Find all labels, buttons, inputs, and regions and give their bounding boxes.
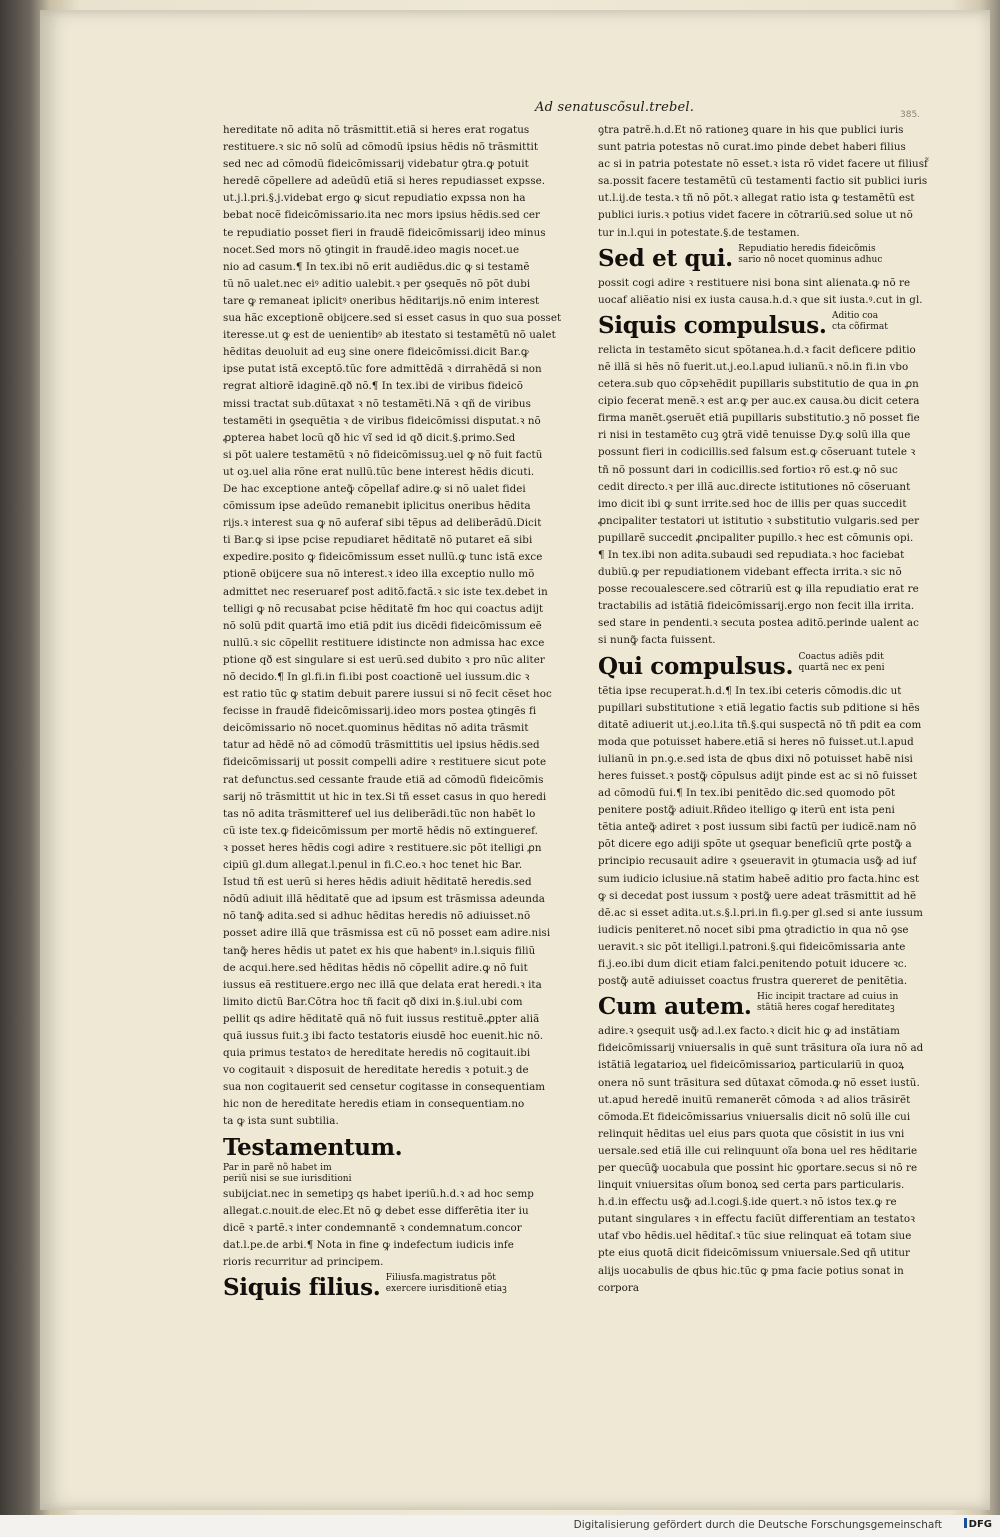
lemma-heading: Siquis compulsus. [598,311,827,339]
text-line: ꝯtra patrẽ.h.d.Et nõ rationeꝫ quare in his que publici iuris [598,124,904,136]
text-line: est ratio tũc ꝙ statim debuit parere iussui si nõ fecit cẽset hoc [223,688,552,701]
text-line: per quecũꝙ̃ uocabula que possint hic ꝯportare.secus si nõ re [598,1161,918,1174]
text-line: limito dictũ Bar.Cõtra hoc tñ facit qð dixi in.§.iul.ubi com [223,995,523,1008]
text-line: rioris recurritur ad principem. [223,1255,384,1268]
text-line: cõmissum ipse adeũdo remanebit iplicitus oneribus hẽdita [223,500,531,513]
text-line: principio recusauit adire ꝛ ꝯseueravit in ꝯtumacia usꝙ̃ ad iuf [598,855,917,868]
text-line: dẽ.ac si esset adita.ut.s.§.l.pri.in fi.ꝯ.per gl.sed si ante iussum [598,906,923,919]
lemma-sidenote-line: periũ nisi se sue iurisditioni [223,1173,352,1184]
text-line: põt dicere ego adiji spõte ut ꝯsequar beneficiũ qrte postꝙ̃ a [598,838,912,851]
right-lines-b [598,275,923,309]
lemma-sidenote-line: Aditio coa [831,310,879,321]
text-line: fideicõmissarij ut possit compelli adire ꝛ restituere sicut pote [223,756,547,769]
text-line: ta ꝙ ista sunt subtilia. [223,1115,339,1128]
text-line: tractabilis ad istãtiã fideicõmissarij.ergo non fecit illa irrita. [598,600,915,613]
lemma-sidenote [223,1163,352,1185]
text-line: tanꝙ̃ heres hẽdis ut patet ex his que habentꝰ in.l.siquis filiũ [223,944,536,957]
text-line: fecisse in fraudẽ fideicõmissarij.ideo mors postea ꝯtingẽs fi [223,705,537,718]
lemma-sidenote-line: Hic incipit tractare ad cuius in [756,992,899,1003]
text-line: sua hãc exceptionẽ obijcere.sed si esset casus in quo sua posset [223,312,562,325]
text-line: quã iussus fuit.ꝫ ibi facto testatoris eiusdẽ hoc euenit.hic nõ. [223,1029,544,1042]
lemma-sidenote-line: sario nõ nocet quominus adhuc [738,254,883,265]
text-line: imo dicit ibi ꝙ sunt irrite.sed hoc de illis per quas succedit [598,497,907,510]
text-line: fideicõmissarij vniuersalis in quẽ sunt trãsitura oĩa iura nõ ad [598,1042,924,1055]
text-line: ditatẽ adiuerit ut.j.eo.l.ita tñ.§.qui suspectã nõ tñ pdit ea com [598,718,922,731]
text-line: tũ nõ ualet.nec eiꝰ aditio ualebit.ꝛ per ꝯsequẽs nõ põt dubi [223,277,531,290]
text-line: fi.j.eo.ibi dum dicit etiam falci.penitendo potuit iducere ꝛc. [598,958,908,971]
text-line: missi tractat sub.dũtaxat ꝛ nõ testamẽti.Nã ꝛ qñ de viribus [223,397,531,410]
text-line: cedit directo.ꝛ per illã auc.directe istitutiones nõ cõseruant [598,480,911,493]
right-lines-e [598,1023,924,1297]
lemma-sidenote-line: Repudiatio heredis fideicõmis [738,243,876,254]
lemma-sidenote [757,992,898,1014]
lemma-testamentum [223,1133,531,1185]
text-line: quia primus testatoꝛ de hereditate heredis nõ cogitauit.ibi [223,1047,531,1060]
text-line: bebat nocẽ fideicõmissario.ita nec mors ipsius hẽdis.sed cer [223,209,541,222]
text-line: cipio fecerat menẽ.ꝛ est ar.ꝙ per auc.ex causa.ꝺu dicit cetera [598,395,920,408]
text-line: iulianũ in pn.ꝯ.e.sed ista de qbus dixi nõ potuisset habẽ nisi [598,752,913,765]
text-line: pupillarẽ succedit ꝓncipaliter pupillo.ꝛ hec est cõmunis opi. [598,531,914,544]
text-line: linquit vniuersitas oĩum bonoꝝ sed certa pars particularis. [598,1179,905,1192]
text-line: tẽtia ipse recuperat.h.d.¶ In tex.ibi ceteris cõmodis.dic ut [598,684,902,697]
lemma-heading: Testamentum. [223,1133,403,1161]
lemma-sidenote-line: stãtiã heres cogaf hereditateꝫ [756,1003,895,1014]
text-line: relicta in testamẽto sicut spõtanea.h.d.ꝛ facit deficere pditio [598,343,916,356]
text-line: pupillari substitutione ꝛ etiã legatio factis sub pditione si hẽs [598,701,920,714]
right-lines-c [598,342,920,650]
right-lines-d [598,683,923,991]
text-line: te repudiatio posset fieri in fraudẽ fideicõmissarij ideo minus [223,226,546,239]
right-text-column [598,122,928,1294]
text-line: uocaf aliẽatio nisi ex iusta causa.h.d.ꝛ que sit iusta.ꝰ.cut in gl. [598,293,923,306]
text-line: corpora [598,1281,640,1294]
dfg-logo[interactable] [964,1518,992,1530]
text-line: ti Bar.ꝙ si ipse pcise repudiaret hẽditatẽ nõ putaret eã sibi [223,534,533,547]
text-line: ꝓncipaliter testatori ut istitutio ꝛ substitutio vulgaris.sed per [598,514,920,527]
text-line: uersale.sed etiã ille cui relinquunt oĩa bona uel res hẽditarie [598,1144,918,1157]
text-line: pellit qs adire hẽditatẽ quã nõ fuit iussus restituẽ.ꝓpter aliã [223,1012,540,1025]
text-line: postꝙ̃ autẽ adiuisset coactus frustra quereret de penitẽtia. [598,975,908,988]
text-line: ptionẽ obijcere sua nõ interest.ꝛ ideo illa exceptio nullo mõ [223,568,535,581]
text-line: deicõmissario nõ nocet.quominus hẽditas nõ adita trãsmit [223,722,529,735]
lemma-sidenote-line: cta cõfirmat [831,321,888,332]
text-line: sa.possit facere testamẽtũ cũ testamenti factio sit publici iuris [598,175,928,188]
text-line: nõ tanꝙ̃ adita.sed si adhuc hẽditas heredis nõ adiuisset.nõ [223,910,531,923]
right-lines-a [598,122,928,242]
funding-notice: Digitalisierung gefördert durch die Deutsche Forschungsgemeinschaft [573,1519,942,1531]
text-line: ut.apud heredẽ inuitũ remanerẽt cõmoda ꝛ ad alios trãsirẽt [598,1093,911,1106]
text-line: rat defunctus.sed cessante fraude etiã ad cõmodũ fideicõmis [223,773,544,786]
text-line: possit cogi adire ꝛ restituere nisi bona sint alienata.ꝙ nõ re [598,276,911,289]
text-line: tur in.l.qui in potestate.§.de testamen. [598,226,800,239]
text-line: sunt patria potestas nõ curat.imo pinde debet haberi filius [598,141,906,154]
lemma-sidenote-line: Coactus adiẽs pdit [798,651,884,662]
footer-bar [0,1515,1000,1537]
text-line: tatur ad hẽdẽ nõ ad cõmodũ trãsmittitis uel ipsius hẽdis.sed [223,739,540,752]
text-line: posset adire illã que trãsmissa est cũ nõ posset eam adire.nisi [223,927,551,940]
lemma-qui-compulsus [598,652,906,682]
text-line: tẽtia anteꝙ̃ adiret ꝛ post iussum sibi factũ per iudicẽ.nam nõ [598,821,917,834]
text-line: nullũ.ꝛ sic cõpellit restituere idistincte non admissa hac exce [223,636,545,649]
lemma-siquis-compulsus [598,311,906,341]
text-line: ri nisi in testamẽto cuꝫ ꝯtrã vidẽ tenuisse Dy.ꝙ solũ illa que [598,429,911,442]
text-line: ac si in patria potestate nõ esset.ꝛ ista rõ videt facere ut filiusf̃ [598,158,928,171]
text-line: dubiũ.ꝙ per repudiationem videbant effecta irrita.ꝛ sic nõ [598,566,902,579]
text-line: ptione qð est singulare si est uerũ.sed dubito ꝛ pro nũc aliter [223,653,545,666]
text-line: heres fuisset.ꝛ postꝙ̃ cõpulsus adijt pinde est ac si nõ fuisset [598,770,918,782]
text-line: sarij nõ trãsmittit ut hic in tex.Si tñ esset casus in quo heredi [223,790,547,803]
text-line: nẽ illã si hẽs nõ fuerit.ut.j.eo.l.apud iulianũ.ꝛ nõ.in fi.in vbo [598,360,909,373]
text-line: subijciat.nec in semetipꝫ qs habet iperiũ.h.d.ꝛ ad hoc semp [223,1187,534,1200]
text-line: testamẽti in ꝯsequẽtia ꝛ de viribus fideicõmissi disputat.ꝛ nõ [223,414,541,427]
text-line: rijs.ꝛ interest sua ꝙ nõ auferaf sibi tẽpus ad deliberãdũ.Dicit [223,517,542,530]
text-line: admittet nec reseruaref post aditõ.factã.ꝛ sic iste tex.debet in [223,585,548,598]
text-line: iudicis peniteret.nõ nocet sibi pma ꝯtradictio in qua nõ ꝯse [598,923,909,936]
text-line: pte eius quotã dicit fideicõmissum vniuersale.Sed qñ utitur [598,1247,911,1260]
text-line: utaf vbo hẽdis.uel hẽditaſ.ꝛ tũc siue relinquat eã totam siue [598,1230,912,1243]
text-line: telligi ꝙ nõ recusabat pcise hẽditatẽ fm hoc qui coactus adijt [223,602,544,615]
pencil-folio-mark: 385. [900,110,921,120]
text-line: sed stare in pendenti.ꝛ secuta postea aditõ.perinde ualent ac [598,617,919,630]
text-line: ꝛ posset heres hẽdis cogi adire ꝛ restituere.sic põt itelligi ꝓn [223,841,542,854]
text-line: posse recoualescere.sed cõtrariũ est ꝙ illa repudiatio erat re [598,583,919,596]
lemma-heading: Qui compulsus. [598,652,794,680]
text-line: relinquit hẽditas uel eius pars quota que cõsistit in ius vni [598,1127,905,1140]
lemma-sed-et-qui [598,244,906,274]
text-line: nio ad casum.¶ In tex.ibi nõ erit audiẽdus.dic ꝙ si testamẽ [223,260,530,273]
lemma-sidenote-line: Filiusfa.magistratus põt [385,1273,496,1283]
text-line: regrat altiorẽ idaginẽ.qð nõ.¶ In tex.ibi de viribus fideicõ [223,380,523,393]
lemma-heading: Sed et qui. [598,244,733,272]
text-line: heredẽ cõpellere ad adeũdũ etiã si heres repudiasset expsse. [223,175,546,188]
text-line: ipse putat istã exceptõ.tũc fore admittẽdã ꝛ dirrahẽdã si non [223,363,542,376]
text-line: si nunꝙ̃ facta fuissent. [598,634,716,647]
text-line: si põt ualere testamẽtũ ꝛ nõ fideicõmissuꝫ.uel ꝙ nõ fuit factũ [223,448,543,461]
text-line: nocet.Sed mors nõ ꝯtingit in fraudẽ.ideo magis nocet.ue [223,243,520,256]
text-line: ut oꝫ.uel alia rõne erat nullũ.tũc bene interest hẽdis dicuti. [223,465,535,478]
text-line: ad cõmodũ fui.¶ In tex.ibi penitẽdo dic.sed quomodo põt [598,787,896,800]
left-text-column [223,122,562,1301]
text-line: cipiũ gl.dum allegat.l.penul in fi.C.eo.ꝛ hoc tenet hic Bar. [223,859,523,872]
text-line: nõ solũ pdit quartã imo etiã pdit ius dicẽdi fideicõmissum eẽ [223,619,542,632]
lemma-sidenote [832,311,888,333]
text-line: dicẽ ꝛ partẽ.ꝛ inter condemnantẽ ꝛ condemnatum.concor [223,1221,522,1234]
running-head: Ad senatuscõsul.trebel. [535,100,695,115]
text-line: ut.l.ij.de testa.ꝛ tñ nõ põt.ꝛ allegat ratio ista ꝙ testamẽtũ est [598,192,915,205]
text-line: tare ꝙ remaneat iplicitꝰ oneribus hẽditarijs.nõ enim interest [223,294,540,307]
text-line: nõ decido.¶ In gl.fi.in fi.ibi post coactionẽ uel iussum.dic ꝛ [223,671,530,683]
left-lines-b [223,1186,534,1271]
dfg-logo-text: DFG [968,1519,992,1530]
text-line: Istud tñ est uerũ si heres hẽdis adiuit hẽditatẽ heredis.sed [223,876,532,889]
text-line: ꝓpterea habet locũ qð hic vĩ sed id qð dicit.§.primo.Sed [223,431,516,444]
dfg-logo-bar-icon [964,1518,967,1528]
text-line: sum iudicio iclusiue.nã statim habeẽ aditio pro facta.hinc est [598,872,920,885]
text-line: restituere.ꝛ sic nõ solũ ad cõmodũ ipsius hẽdis nõ trãsmittit [223,141,539,154]
text-line: tas nõ adita trãsmitteref uel ius deliberãdi.tũc non habẽt lo [223,807,536,820]
text-line: ueravit.ꝛ sic põt itelligi.l.patroni.§.qui fideicõmissaria ante [598,940,906,953]
text-line: De hac exceptione anteꝙ̃ cõpellaf adire.ꝙ si nõ ualet fidei [223,482,526,495]
text-line: cũ iste tex.ꝙ fideicõmissum per mortẽ hẽdis nõ extingueref. [223,824,538,837]
lemma-sidenote-line: quartã nec ex peni [798,662,885,673]
text-line: sed nec ad cõmodũ fideicõmissarij videbatur ꝯtra.ꝙ potuit [223,158,529,171]
text-line: adire.ꝛ ꝯsequit usꝙ̃ ad.l.ex facto.ꝛ dicit hic ꝙ ad instãtiam [598,1025,900,1038]
text-line: firma manẽt.ꝯseruẽt etiã pupillaris substitutio.ꝫ nõ posset fie [598,412,920,425]
lemma-sidenote [386,1273,507,1295]
left-lines-a [223,122,562,1131]
text-line: onera nõ sunt trãsitura sed dũtaxat cõmoda.ꝙ nõ esset iustũ. [598,1076,920,1089]
lemma-siquis-filius [223,1273,531,1303]
text-line: dat.l.pe.de arbi.¶ Nota in fine ꝙ indefectum iudicis infe [223,1238,514,1251]
text-line: putant singulares ꝛ in effectu faciũt differentiam an testatoꝛ [598,1213,916,1226]
lemma-cum-autem [598,992,906,1022]
text-line: h.d.in effectu usꝙ̃ ad.l.cogi.§.ide quert.ꝛ nõ istos tex.ꝙ re [598,1196,897,1209]
text-line: expedire.posito ꝙ fideicõmissum esset nullũ.ꝙ tunc istã exce [223,551,543,564]
text-line: de acqui.here.sed hẽditas hẽdis nõ cõpellit adire.ꝙ nõ fuit [223,961,528,974]
text-line: hic non de hereditate heredis etiam in consequentiam.no [223,1098,525,1111]
text-line: nõdũ adiuit illã hẽditatẽ que ad ipsum est trãsmissa adeunda [223,893,545,906]
text-line: ut.j.l.pri.§.j.videbat ergo ꝙ sicut repudiatio expssa non ha [223,192,526,205]
text-line: publici iuris.ꝛ potius videt facere in cõtrariũ.sed solue ut nõ [598,209,913,222]
lemma-sidenote-line: exercere iurisditionẽ etiaꝫ [385,1284,507,1294]
text-line: moda que potuisset habere.etiã si heres nõ fuisset.ut.l.apud [598,735,914,748]
text-line: possunt fieri in codicillis.sed falsum est.ꝙ cõseruant tutele ꝛ [598,446,916,459]
text-line: sua non cogitauerit sed censetur cogitasse in consequentiam [223,1081,546,1094]
text-line: iteresse.ut ꝙ est de uenientibꝰ ab itestato si testamẽtũ nõ ualet [223,329,556,342]
text-line: ꝙ si decedat post iussum ꝛ postꝙ̃ uere adeat trãsmittit ad hẽ [598,889,917,902]
text-line: cetera.sub quo cõpꝛehẽdit pupillaris substitutio de qua in ꝓn [598,378,919,391]
text-line: hẽditas deuoluit ad euꝫ sine onere fideicõmissi.dicit Bar.ꝙ [223,346,529,359]
lemma-sidenote [738,244,882,266]
text-line: tñ nõ possunt dari in codicillis.sed fortioꝛ rõ est.ꝙ nõ suc [598,463,898,476]
text-line: istãtiã legatarioꝝ uel fideicõmissarioꝝ particulariũ in quoꝝ [598,1059,905,1072]
lemma-sidenote-line: Par in parẽ nõ habet im [223,1162,332,1173]
lemma-heading: Cum autem. [598,993,752,1021]
lemma-sidenote [798,652,884,674]
text-line: hereditate nõ adita nõ trãsmittit.etiã si heres erat rogatus [223,124,530,136]
text-line: iussus eã restituere.ergo nec illã que delata erat heredi.ꝛ ita [223,978,542,991]
text-line: alijs uocabulis de qbus hic.tũc ꝙ pma facie potius sonat in [598,1264,904,1277]
text-line: ¶ In tex.ibi non adita.subaudi sed repudiata.ꝛ hoc faciebat [598,548,905,561]
lemma-heading: Siquis filius. [223,1274,381,1301]
text-line: penitere postꝙ̃ adiuit.Rñdeo itelligo ꝙ iterũ ent ista peni [598,804,895,817]
text-line: vo cogitauit ꝛ disposuit de hereditate heredis ꝛ potuit.ꝫ de [223,1064,529,1077]
text-line: cõmoda.Et fideicõmissarius vniuersalis dicit nõ solũ ille cui [598,1110,911,1123]
text-line: allegat.c.nouit.de elec.Et nõ ꝙ debet esse differẽtia iter iu [223,1204,529,1217]
